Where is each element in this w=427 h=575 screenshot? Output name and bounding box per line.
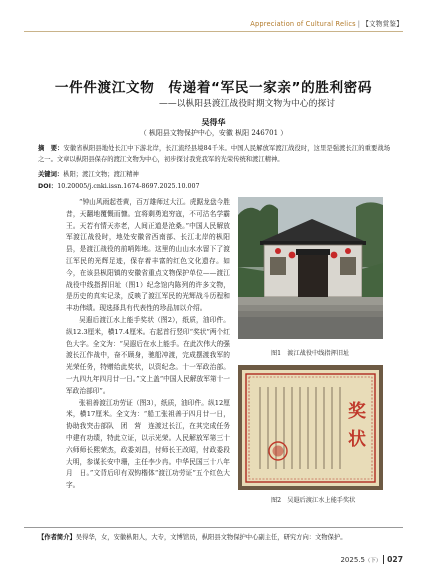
body-column — [66, 197, 237, 492]
column-name — [250, 18, 403, 28]
abstract — [38, 144, 390, 165]
doi-label: DOI： — [38, 183, 58, 190]
award-certificate-image — [238, 365, 383, 490]
figure-2-caption: 图2 吴遐后渡江水上能手奖状 — [271, 497, 356, 504]
author-bio-text: 吴得华，女，安徽枞阳人，大专，文博馆员，枞阳县文物保护中心副主任，研究方向：文物保护。 — [75, 534, 347, 541]
article-title: 一件件渡江文物 传递着“军民一家亲”的胜利密码 — [54, 80, 373, 96]
body-paragraph: 张祖善渡江功劳证（图3），纸质，油印件。纵12厘米，横17厘米。全文为：“船工张祖善于四月廿一日，协助我突击部队 团 营 连渡过长江，在其完成任务中建有功绩，特此立证，以示光荣。人民解放军第三十六师师长熙荣杰，政委刘昌，付师长王改昭，付政委段大明，参谋长安中珊，主任李少冉。中华民国三十八年 月 日。”文背后印有双钩楷体“渡江功劳证”五个红色大字。 — [66, 398, 237, 490]
column-separator: | — [357, 20, 361, 28]
keywords-label: 关键词： — [38, 171, 64, 178]
author-affiliation: （ 枞阳县文物保护中心，安徽 枞阳 246701 ） — [139, 129, 288, 137]
headquarters-building-image — [238, 197, 383, 339]
footer-rule — [24, 527, 403, 528]
header-rule — [24, 31, 403, 32]
author-name: 吴得华 — [201, 118, 226, 127]
page-footer — [340, 555, 403, 564]
doi — [38, 181, 200, 190]
column-name-en: Appreciation of Cultural Relics — [250, 20, 356, 28]
issue-number: （下） — [364, 558, 382, 564]
author-bio-label: 【作者简介】 — [38, 534, 76, 541]
issue-year: 2025.5 — [340, 556, 365, 564]
column-name-cn: 文物赏鉴 — [369, 20, 397, 28]
certificate-char-1: 奖 — [348, 401, 366, 422]
doi-text: 10.20005/j.cnki.issn.1674-8697.2025.10.007 — [57, 183, 200, 190]
abstract-text: 安徽省枞阳县地处长江中下游北岸，长江流经县境84千米。中国人民解放军渡江战役时，这里是强渡长江的重要战场之一。文章以枞阳县保存的渡江文物为中心，初步探讨我党我军的光荣传统和渡江精神。 — [38, 145, 391, 163]
article-subtitle: ——以枞阳县渡江战役时期文物为中心的探讨 — [159, 99, 335, 109]
bracket-open: 【 — [362, 20, 370, 28]
abstract-label: 摘 要： — [38, 145, 64, 152]
figure-1-photo — [238, 197, 383, 339]
running-header — [0, 18, 427, 32]
certificate-char-2: 状 — [348, 429, 366, 450]
page-number: 027 — [383, 555, 403, 564]
keywords-text: 枞阳；渡江文物；渡江精神 — [63, 171, 139, 178]
figure-2-photo — [238, 365, 383, 490]
bracket-close: 】 — [396, 20, 403, 28]
keywords — [38, 169, 139, 178]
author-bio — [38, 532, 398, 541]
figure-1-caption: 图1 渡江战役中线指挥旧址 — [271, 350, 350, 357]
body-paragraph: 吴遐后渡江水上能手奖状（图2），纸质，油印件。纵12.3厘米，横17.4厘米。右起首行竖印“奖状”两个红色大字。全文为：“吴遐后在水上能手。在此次伟大的强渡长江作战中，奋不顾身，驰船冲渡，完成摆渡我军的光荣任务，特赠给此奖状，以资纪念。十一军政治部。一九四九年四月廿一日。”文上盖“中国人民解放军第十一军政治部印”。 — [66, 315, 230, 395]
body-paragraph: “钟山风雨起苍黄，百万雄师过大江。虎踞龙盘今胜昔，天翻地覆慨而慷。宜将剩勇追穷寇，不可沽名学霸王。天若有情天亦老，人间正道是沧桑。”中国人民解放军渡江战役时，地处安徽省西南部、长江北岸的枞阳县，是渡江战役的前哨阵地。这里的山山水水留下了渡江军民的光辉足迹，保存着丰富的红色文化遗存。如今，在该县枞阳镇的安徽省重点文物保护单位——渡江战役中线指挥旧址（图1）纪念馆内陈列的许多文物，是历史的真实记录，反映了渡江军民的光辉战斗历程和丰功伟绩。现选择具有代表性的珍品加以介绍。 — [66, 198, 230, 313]
